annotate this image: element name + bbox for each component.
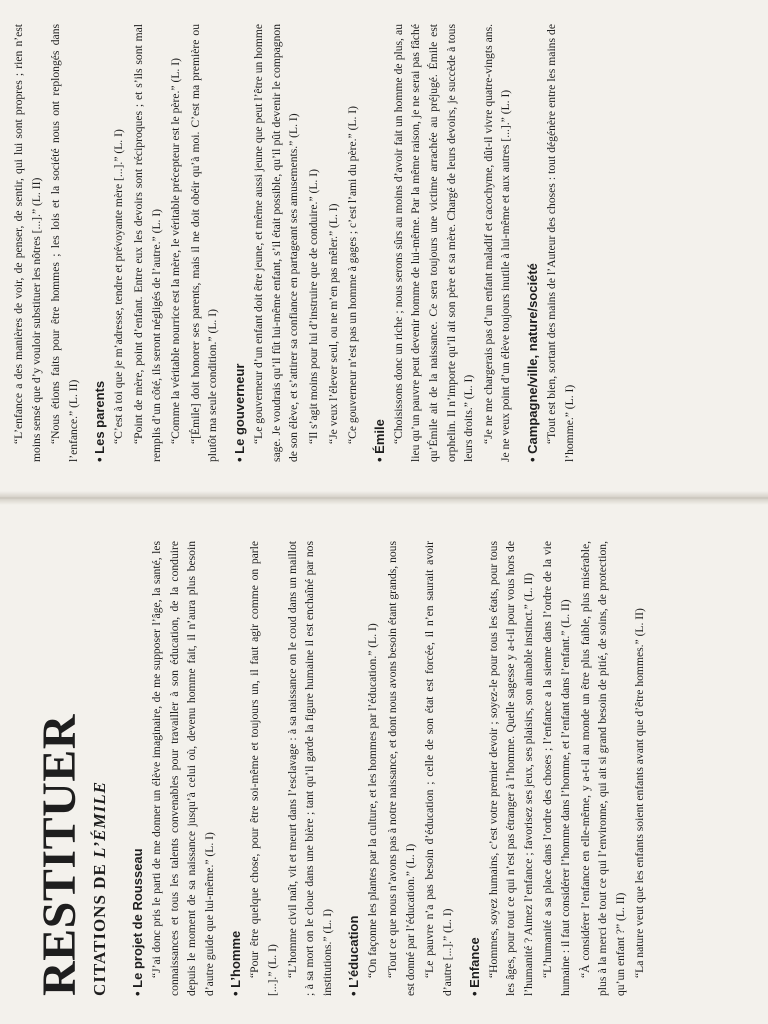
quote: “À considérer l’enfance en elle-même, y a-t-il au monde un être plus faible, plus misérable, plus à la merci de tout ce qui l’environne, qui ait si grand besoin de pitié, de soins, de protection, qu’un enfant ?” (L. II) [578,541,627,996]
quote: “Tout est bien, sortant des mains de l’Auteur des choses : tout dégénère entre les mains de l’homme.” (L. I) [545,24,576,462]
section-heading: • Le gouverneur [232,24,247,462]
quote: “Je ne me chargerais pas d’un enfant maladif et cacochyme, dût-il vivre quatre-vingts ans. Je ne veux point d’un élève toujours inutile à lui-même et aux autres [...].” (L. I) [481,24,513,462]
quote: “C’est à toi que je m’adresse, tendre et prévoyante mère [...].” (L. I) [112,129,126,444]
quote: “La nature veut que les enfants soient enfants avant que d’être hommes.” (L. II) [633,608,647,978]
section-homme [228,541,336,996]
quote: “Pour être quelque chose, pour être soi-même et toujours un, il faut agir comme on parle [...].” (L. I) [248,541,280,996]
left-page [0,528,680,1010]
quote: “Tout ce que nous n’avons pas à notre naissance, et dont nous avons besoin étant grands, nous est donné par l’éducation.” (L. I) [386,541,417,996]
section-heading: • Enfance [467,541,482,996]
quote: “Comme la véritable nourrice est la mère, le véritable précepteur est le père.” (L. I) [169,58,183,444]
section-gouverneur [232,24,362,462]
left-page-body [120,541,651,996]
quote: “J’ai donc pris le parti de me donner un élève imaginaire, de me supposer l’âge, la santé, les connaissances et tous les talents convenables pour travailler à son éducation, de la conduire depuis le moment de sa naissance jusqu’à celui où, devenu homme fait, il n’aura plus besoin d’autre guide que lui-même.” (L. I) [150,541,216,996]
quote: “Point de mère, point d’enfant. Entre eux les devoirs sont réciproques ; et s’ils sont mal remplis d’un côté, ils seront négligés de l’autre.” (L. I) [132,24,163,462]
section-parents [92,24,222,462]
section-campagne [525,24,578,462]
quote: “Choisissons donc un riche ; nous serons sûrs au moins d’avoir fait un homme de plus, au lieu qu’un pauvre peut devenir homme de lui-même. Par la même raison, je ne serai pas fâché qu’Émile ait de la naissance. Ce sera toujours une victime arrachée au préjugé. Émile est orphelin. Il n’importe qu’il ait son père et sa mère. Chargé de leurs devoirs, je succède à tous leurs droits.” (L. I) [391,24,476,462]
quote: “Ce gouverneur n’est pas un homme à gages ; c’est l’ami du père.” (L. I) [346,105,360,444]
quote: “L’humanité a sa place dans l’ordre des choses ; l’enfance a la sienne dans l’ordre de la vie humaine : il faut considérer l’homme dans l’homme, et l’enfant dans l’enfant.” (L. II) [541,541,572,996]
quote: “[Émile] doit honorer ses parents, mais il ne doit obéir qu’à moi. C’est ma première ou plutôt ma seule condition.” (L. I) [188,24,220,462]
quote: “Le gouverneur d’un enfant doit être jeune, et même aussi jeune que peut l’être un homme sage. Je voudrais qu’il fût lui-même enfant, s’il était possible, qu’il pût devenir le compagnon de son élève, et s’attirer sa confiance en partageant ses amusements.” (L. I) [252,24,301,462]
section-emile [372,24,515,462]
right-page [0,16,680,482]
quote: “Le pauvre n’a pas besoin d’éducation ; celle de son état est forcée, il n’en saurait avoir d’autre [...].” (L. I) [423,541,454,996]
quote: “Nous étions faits pour être hommes ; les lois et la société nous ont replongés dans l’enfance.” (L. II) [49,24,80,462]
quote: “Hommes, soyez humains, c’est votre premier devoir ; soyez-le pour tous les états, pour tous les âges, pour tout ce qui n’est pas étranger à l’homme. Quelle sagesse y a-t-il pour vous hors de l’humanité ? Aimez l’enfance ; favorisez ses jeux, ses plaisirs, son aimable instinct.” (L. II) [486,541,535,996]
subtitle-work: L’ÉMILE [90,781,109,858]
quote: “L’enfance a des manières de voir, de penser, de sentir, qui lui sont propres ; rien n’est moins sensé que d’y vouloir substituer les nôtres [...].” (L. II) [12,24,43,462]
section-enfance [467,541,649,996]
section-projet [130,541,218,996]
section-heading: • Les parents [92,24,107,462]
quote: “L’homme civil naît, vit et meurt dans l’esclavage : à sa naissance on le coud dans un maillot ; à sa mort on le cloue dans une bière ; tant qu’il garde la figure humaine il est enchaîné par nos institutions.” (L. I) [285,541,334,996]
section-heading: • Émile [372,24,387,462]
book-binding-gutter [0,491,768,505]
right-page-body [10,24,580,462]
section-heading: • L’éducation [346,541,361,996]
section-heading: • L’homme [228,541,243,996]
section-heading: • Campagne/ville, nature/société [525,24,540,462]
quote: “Il s’agit moins pour lui d’instruire que de conduire.” (L. I) [306,169,320,444]
quote: “Je veux l’élever seul, ou ne m’en pas mêler.” (L. I) [326,203,340,444]
subtitle-prefix: CITATIONS DE [90,857,109,996]
page-title: RESTITUER [33,714,86,996]
page-subtitle [90,696,110,996]
section-heading: • Le projet de Rousseau [130,541,145,996]
section-education [346,541,456,996]
quote: “On façonne les plantes par la culture, et les hommes par l’éducation.” (L. I) [366,623,380,978]
